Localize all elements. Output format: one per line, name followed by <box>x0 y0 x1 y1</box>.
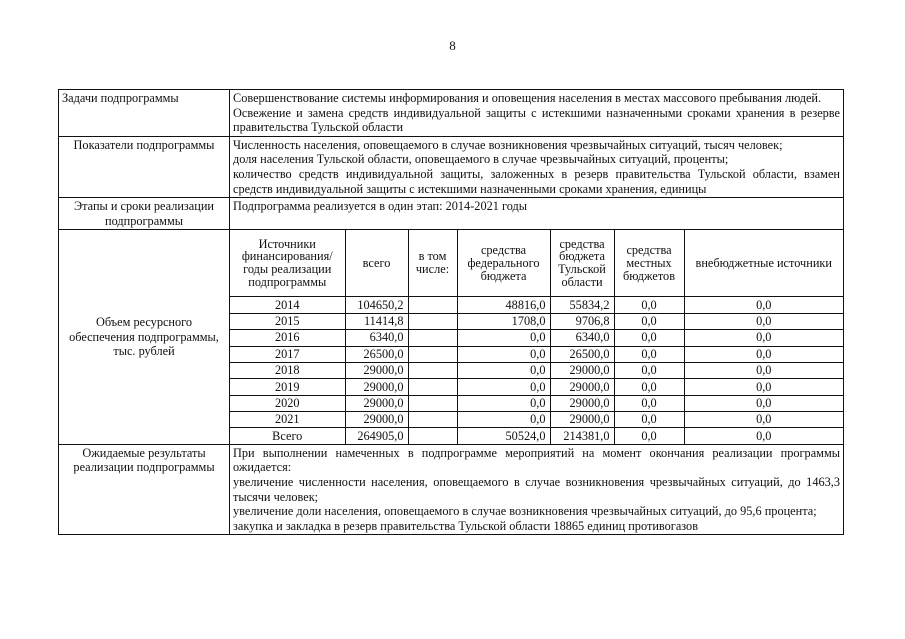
cell-regional: 26500,0 <box>550 346 614 362</box>
cell-federal: 0,0 <box>457 395 550 411</box>
cell-regional: 29000,0 <box>550 412 614 428</box>
cell-year: 2021 <box>230 412 345 428</box>
financing-table <box>230 230 843 444</box>
indicators-line: количество средств индивидуальной защиты, заложенных в резерв правительства Тульской области, взамен средств индивидуальной защиты с истекшими назначенными сроками хранения, единицы <box>233 166 840 196</box>
cell-regional: 29000,0 <box>550 379 614 395</box>
financing-content <box>230 230 844 445</box>
financing-row-7 <box>230 412 843 428</box>
cell-extrabudgetary: 0,0 <box>684 395 843 411</box>
header-federal: средства федерального бюджета <box>457 230 550 297</box>
tasks-content <box>230 90 844 137</box>
tasks-line: Совершенствование системы информирования и оповещения населения в местах массового пребывания людей. <box>233 91 822 105</box>
cell-extrabudgetary: 0,0 <box>684 412 843 428</box>
cell-local: 0,0 <box>614 362 684 378</box>
financing-table-body <box>230 297 843 444</box>
indicators-content <box>230 136 844 197</box>
cell-total: 29000,0 <box>345 395 408 411</box>
header-total: всего <box>345 230 408 297</box>
financing-row-1 <box>230 313 843 329</box>
cell-including <box>408 379 457 395</box>
stages-label: Этапы и сроки реализации подпрограммы <box>59 198 230 230</box>
financing-row-0 <box>230 297 843 313</box>
cell-extrabudgetary: 0,0 <box>684 313 843 329</box>
tasks-row <box>59 90 844 137</box>
results-line: увеличение численности населения, оповещаемого в случае возникновения чрезвычайных ситуаций, до 1463,3 тысячи человек; <box>233 475 840 504</box>
cell-regional: 29000,0 <box>550 362 614 378</box>
cell-local: 0,0 <box>614 428 684 444</box>
cell-extrabudgetary: 0,0 <box>684 428 843 444</box>
header-regional: средства бюджета Тульской области <box>550 230 614 297</box>
cell-federal: 0,0 <box>457 379 550 395</box>
cell-local: 0,0 <box>614 297 684 313</box>
cell-year: 2018 <box>230 362 345 378</box>
cell-year: 2020 <box>230 395 345 411</box>
cell-federal: 48816,0 <box>457 297 550 313</box>
financing-header-row <box>230 230 843 297</box>
cell-year: 2019 <box>230 379 345 395</box>
cell-total: 26500,0 <box>345 346 408 362</box>
cell-including <box>408 362 457 378</box>
financing-label: Объем ресурсного обеспечения подпрограммы, тыс. рублей <box>59 230 230 445</box>
financing-row-8 <box>230 428 843 444</box>
cell-federal: 1708,0 <box>457 313 550 329</box>
cell-extrabudgetary: 0,0 <box>684 297 843 313</box>
page-number: 8 <box>449 38 456 53</box>
cell-year: 2016 <box>230 330 345 346</box>
cell-year: 2014 <box>230 297 345 313</box>
cell-total: 104650,2 <box>345 297 408 313</box>
cell-local: 0,0 <box>614 313 684 329</box>
cell-local: 0,0 <box>614 346 684 362</box>
cell-year: 2017 <box>230 346 345 362</box>
cell-federal: 0,0 <box>457 330 550 346</box>
cell-including <box>408 412 457 428</box>
cell-including <box>408 330 457 346</box>
cell-federal: 0,0 <box>457 346 550 362</box>
results-content <box>230 444 844 535</box>
cell-regional: 9706,8 <box>550 313 614 329</box>
financing-row <box>59 230 844 445</box>
cell-federal: 50524,0 <box>457 428 550 444</box>
results-row <box>59 444 844 535</box>
cell-regional: 55834,2 <box>550 297 614 313</box>
cell-regional: 6340,0 <box>550 330 614 346</box>
cell-including <box>408 428 457 444</box>
financing-row-2 <box>230 330 843 346</box>
header-local: средства местных бюджетов <box>614 230 684 297</box>
results-line: При выполнении намеченных в подпрограмме мероприятий на момент окончания реализации программы ожидается: <box>233 445 840 475</box>
indicators-label: Показатели подпрограммы <box>59 136 230 197</box>
cell-total: 29000,0 <box>345 379 408 395</box>
cell-total: 264905,0 <box>345 428 408 444</box>
cell-including <box>408 313 457 329</box>
results-label: Ожидаемые результаты реализации подпрограммы <box>59 444 230 535</box>
header-sources: Источники финансирования/ годы реализации подпрограммы <box>230 230 345 297</box>
cell-federal: 0,0 <box>457 362 550 378</box>
financing-row-6 <box>230 395 843 411</box>
financing-row-4 <box>230 362 843 378</box>
cell-federal: 0,0 <box>457 412 550 428</box>
indicators-line: доля населения Тульской области, оповещаемого в случае чрезвычайных ситуаций, проценты; <box>233 152 729 167</box>
cell-regional: 29000,0 <box>550 395 614 411</box>
cell-including <box>408 395 457 411</box>
cell-local: 0,0 <box>614 330 684 346</box>
cell-year: 2015 <box>230 313 345 329</box>
tasks-label: Задачи подпрограммы <box>59 90 230 137</box>
cell-extrabudgetary: 0,0 <box>684 330 843 346</box>
cell-local: 0,0 <box>614 412 684 428</box>
cell-including <box>408 346 457 362</box>
stages-row <box>59 198 844 230</box>
cell-regional: 214381,0 <box>550 428 614 444</box>
stages-content: Подпрограмма реализуется в один этап: 2014-2021 годы <box>230 198 844 230</box>
indicators-row <box>59 136 844 197</box>
cell-total: 29000,0 <box>345 412 408 428</box>
cell-extrabudgetary: 0,0 <box>684 362 843 378</box>
header-including: в том числе: <box>408 230 457 297</box>
tasks-line: Освежение и замена средств индивидуальной защиты с истекшими назначенными сроками хранения в резерве правительства Тульской области <box>233 105 840 135</box>
subprogram-passport-table <box>58 89 844 535</box>
indicators-line: Численность населения, оповещаемого в случае возникновения чрезвычайных ситуаций, тысяч человек; <box>233 137 783 152</box>
header-extrabudgetary: внебюджетные источники <box>684 230 843 297</box>
cell-total: 6340,0 <box>345 330 408 346</box>
cell-total: 29000,0 <box>345 362 408 378</box>
cell-total: 11414,8 <box>345 313 408 329</box>
cell-extrabudgetary: 0,0 <box>684 379 843 395</box>
cell-local: 0,0 <box>614 379 684 395</box>
financing-row-5 <box>230 379 843 395</box>
results-line: увеличение доли населения, оповещаемого в случае возникновения чрезвычайных ситуаций, до 95,6 процента; <box>233 504 817 519</box>
financing-row-3 <box>230 346 843 362</box>
cell-local: 0,0 <box>614 395 684 411</box>
cell-year: Всего <box>230 428 345 444</box>
cell-extrabudgetary: 0,0 <box>684 346 843 362</box>
results-line: закупка и закладка в резерв правительства Тульской области 18865 единиц противогазов <box>233 518 699 533</box>
cell-including <box>408 297 457 313</box>
